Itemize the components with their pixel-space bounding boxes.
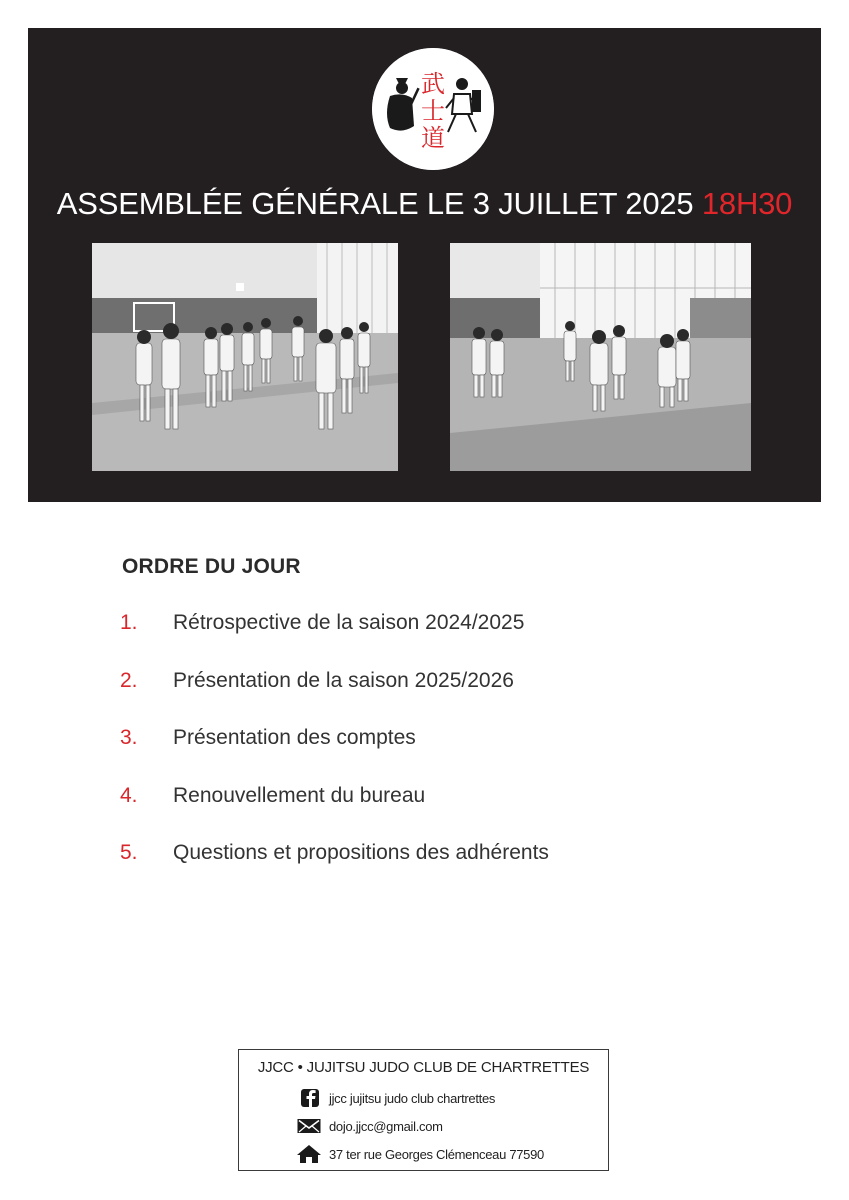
facebook-text: jjcc jujitsu judo club chartrettes [329,1090,496,1106]
contact-email[interactable] [297,1115,443,1137]
title-main: ASSEMBLÉE GÉNÉRALE LE 3 JUILLET 2025 [56,186,694,221]
agenda-item [120,778,549,836]
contact-heading: JJCC • JUJITSU JUDO CLUB DE CHARTRETTES [257,1059,590,1076]
contact-address [297,1143,544,1165]
agenda-item-number: 3. [120,726,138,749]
facebook-icon [297,1089,321,1107]
agenda-heading: ORDRE DU JOUR [122,555,301,578]
home-icon [297,1145,321,1163]
contact-box [238,1049,609,1171]
agenda-item [120,720,549,778]
agenda-item [120,663,549,721]
email-text: dojo.jjcc@gmail.com [329,1118,443,1134]
logo-kanji-do: 道 [421,124,445,152]
agenda-item-number: 4. [120,783,138,807]
agenda-item-text: Présentation de la saison 2025/2026 [173,668,514,692]
page-title [28,185,821,223]
contact-facebook[interactable] [297,1087,495,1109]
agenda-item-number: 2. [120,668,138,692]
dojo-photo-right [450,243,751,471]
agenda-item-text: Présentation des comptes [173,726,416,749]
agenda-item-text: Renouvellement du bureau [173,783,426,807]
logo-kanji-bu: 武 [421,70,445,98]
agenda-item [120,835,549,893]
dojo-photo-left [92,243,398,471]
agenda-item-number: 1. [120,611,138,634]
address-text: 37 ter rue Georges Clémenceau 77590 [329,1146,544,1162]
title-time: 18H30 [701,186,793,221]
envelope-icon [297,1117,321,1135]
club-logo [372,48,494,170]
agenda-item-text: Rétrospective de la saison 2024/2025 [173,611,525,634]
agenda-item [120,605,549,663]
agenda-item-number: 5. [120,841,138,864]
agenda-list [120,605,549,893]
logo-kanji-shi: 士 [421,97,445,125]
agenda-item-text: Questions et propositions des adhérents [173,841,549,864]
